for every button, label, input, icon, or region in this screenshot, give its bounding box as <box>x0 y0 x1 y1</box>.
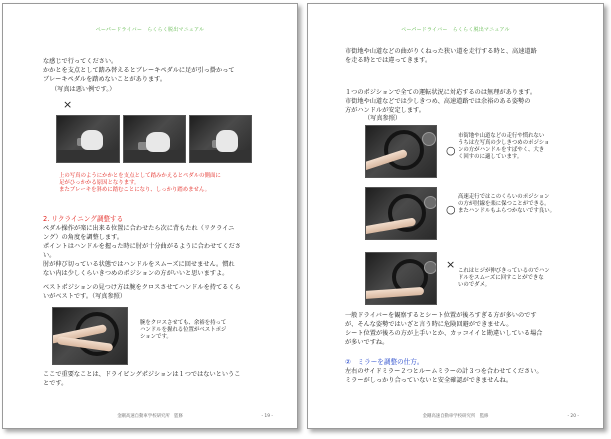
good-mark: ○ <box>446 203 456 216</box>
after-line: が多いですね。 <box>345 339 389 346</box>
row-note-line: 高速走行ではこのくらいのポジション <box>458 194 550 200</box>
position-photo <box>365 187 437 240</box>
good-mark: ○ <box>446 144 456 157</box>
bad-note-line: 足がひっかかる原因となります。 <box>59 180 140 186</box>
row-note-line: く回すのに適しています。 <box>458 154 523 160</box>
closing-line: ここで重要なことは、ドライビングポジションは１つではないというこ <box>43 371 241 378</box>
row-note-line: ドルをスムーズに回すことができな <box>458 275 544 281</box>
after-line: シート位置が後ろの方が上手いとか、カッコイイと勘違いしている場合 <box>345 330 543 337</box>
page-number: - 19 - <box>261 414 273 419</box>
bad-mark: × <box>63 98 73 111</box>
intro-line: を走る時とでは違ってきます。 <box>345 57 432 64</box>
section-title: 2. リクライニング調整する <box>43 215 124 223</box>
row-note-line: またハンドルもふらつかないです良い。 <box>458 208 555 214</box>
section-title: ② ミラーを調整の仕方。 <box>345 358 424 366</box>
section-line: ミラーがしっかり合っていないと安全確認ができませんね。 <box>345 377 513 384</box>
cross-arm-photo <box>52 307 128 365</box>
row-note-line: うちは左写真の少しきつめのポジショ <box>458 140 550 146</box>
intro-line: 市街地や山道などの曲がりくねった狭い道を走行する時と、高速道路 <box>345 48 537 55</box>
page-footer: 金剛高速自動車学校研究所 監修 <box>422 414 489 419</box>
bad-note-line: 上の写真のようにかかとを支点として踏みかえるとペダルの側面に <box>59 173 221 179</box>
intro-line: かかとを支点として踏み替えるとブレーキペダルに足が引っ掛かって <box>43 67 235 74</box>
section-line: 肘が伸び切っている状態ではハンドルをスムーズに回せません。慣れ <box>43 261 235 268</box>
bad-mark: × <box>446 258 456 271</box>
section-line: ない内は少しくらいきつめのポジションの方がいいと思いますよ。 <box>43 270 229 277</box>
intro-line: な感じで行ってください。 <box>43 58 118 65</box>
position-photo <box>365 252 437 305</box>
para-line: 市街地や山道などでは少しきつめ、高速道路では余裕のある姿勢の <box>345 98 531 105</box>
left-page <box>2 3 298 429</box>
pedal-photo <box>56 115 120 163</box>
section-line: 左右のサイドミラー２つとルームミラーの計３つを合わせてください。 <box>345 368 543 375</box>
cross-note-line: ションです。 <box>140 334 172 340</box>
photo-caption: （写真参照） <box>364 115 402 122</box>
page-header: ペーパードライバー らくらく脱出マニュアル <box>401 27 510 33</box>
closing-line: とです。 <box>43 380 68 387</box>
page-header: ペーパードライバー らくらく脱出マニュアル <box>95 27 205 33</box>
photo-caption: （写真は悪い例です。） <box>51 86 116 93</box>
section-line: ング）の角度を調整します。 <box>43 234 124 241</box>
cross-note-line: ハンドルを握れる位置がベストポジ <box>140 327 227 333</box>
section-line: ペダル操作が楽に出来る位置に合わせたら次に背もたれ（リクライニ <box>43 225 235 232</box>
best-line: ベストポジションの見つけ方は腕をクロスさせてハンドルを持てるくら <box>43 284 241 291</box>
bad-note-line: またブレーキを斜めに踏むことになり、しっかり踏めません。 <box>59 187 211 193</box>
row-note-line: ンの方がハンドルをすばやく、大き <box>458 147 545 153</box>
best-line: いがベストです。（写真参照） <box>43 293 127 300</box>
cross-note-line: 腕をクロスさせても、余裕を持って <box>140 320 227 326</box>
intro-line: ブレーキペダルを踏めないことがあります。 <box>43 76 167 83</box>
row-note-line: いのでダメ。 <box>458 282 491 288</box>
page-number: - 20 - <box>567 414 579 419</box>
row-note-line: の方が肘線を楽に保つことができる。 <box>458 201 550 207</box>
page-footer: 金剛高速自動車学校研究所 監修 <box>117 414 183 419</box>
para-line: 方がハンドルが安定します。 <box>345 107 425 114</box>
position-photo <box>365 125 437 178</box>
right-page <box>307 3 604 429</box>
pedal-photo <box>123 115 186 163</box>
after-line: 一般ドライバーを観察するとシート位置が後ろすぎる方が多いのです <box>345 312 537 319</box>
para-line: １つのポジションで全ての運転状況に対応するのは無理があります。 <box>345 89 537 96</box>
row-note-line: 市街地や山道などの走行や慣れない <box>458 133 545 139</box>
pedal-photo <box>189 115 252 163</box>
after-line: が、そんな姿勢ではいざと言う時に危険回避ができません。 <box>345 321 513 328</box>
section-line: い。 <box>43 252 56 259</box>
section-line: ポイントはハンドルを握った時に肘が十分曲がるように合わせてくださ <box>43 243 241 250</box>
row-note-line: これはヒジが伸びきっているのでハン <box>458 268 550 274</box>
